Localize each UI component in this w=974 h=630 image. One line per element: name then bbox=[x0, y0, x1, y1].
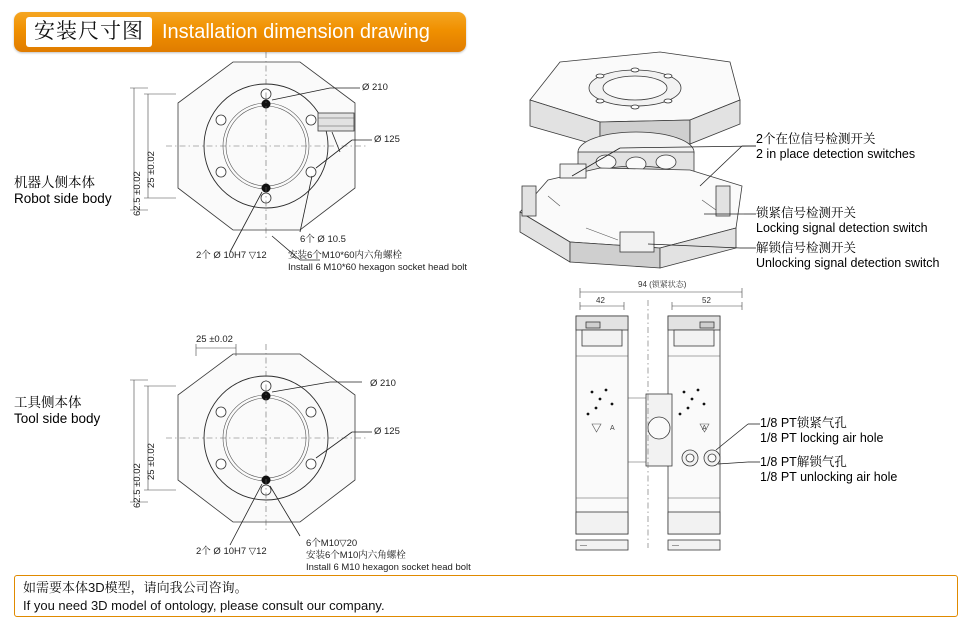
tool-dim-d210: Ø 210 bbox=[370, 378, 396, 389]
label-robot-side-body bbox=[14, 175, 112, 207]
title-banner bbox=[14, 12, 466, 52]
section-dim-left: 42 bbox=[596, 296, 605, 305]
tool-dim-2x10h7: 2个 Ø 10H7 ▽12 bbox=[196, 546, 267, 557]
annotation-unlocking-switch-cn: 解锁信号检测开关 bbox=[756, 241, 857, 255]
annotation-unlocking-switch bbox=[756, 241, 939, 271]
section-dim-right: 52 bbox=[702, 296, 711, 305]
robot-dim-vert-25: 25 ±0.02 bbox=[146, 151, 157, 188]
footer-note-en: If you need 3D model of ontology, please consult our company. bbox=[23, 598, 385, 613]
robot-dim-vert-625: 62.5 ±0.02 bbox=[132, 171, 143, 216]
footer-note-cn: 如需要本体3D模型，请向我公司咨询。 bbox=[23, 580, 248, 595]
annotation-locking-switch bbox=[756, 206, 928, 236]
label-robot-side-body-cn: 机器人侧本体 bbox=[14, 175, 95, 190]
section-overall-dim: 94 (锁紧状态) bbox=[638, 280, 687, 289]
robot-dim-2x10h7: 2个 Ø 10H7 ▽12 bbox=[196, 250, 267, 261]
annotation-locking-air-hole-cn: 1/8 PT锁紧气孔 bbox=[760, 416, 847, 430]
tool-dim-vert-25: 25 ±0.02 bbox=[146, 443, 157, 480]
robot-side-top-view bbox=[130, 52, 372, 260]
robot-bolt-note-en: Install 6 M10*60 hexagon socket head bolt bbox=[288, 262, 468, 273]
title-english: Installation dimension drawing bbox=[162, 20, 430, 43]
tool-dim-d125: Ø 125 bbox=[374, 426, 400, 437]
section-titleblock-right: — bbox=[672, 542, 679, 549]
title-chinese: 安装尺寸图 bbox=[26, 17, 152, 47]
tool-side-top-view bbox=[130, 344, 372, 545]
annotation-locking-switch-en: Locking signal detection switch bbox=[756, 221, 928, 235]
annotation-locking-switch-cn: 锁紧信号检测开关 bbox=[756, 206, 857, 220]
label-tool-side-body-en: Tool side body bbox=[14, 411, 101, 426]
annotation-locking-air-hole-en: 1/8 PT locking air hole bbox=[760, 431, 884, 445]
isometric-assembly-view bbox=[520, 52, 756, 268]
annotation-in-place-switches bbox=[756, 132, 915, 162]
annotation-in-place-switches-en: 2 in place detection switches bbox=[756, 147, 916, 161]
robot-dim-6x105: 6个 Ø 10.5 bbox=[300, 234, 346, 245]
annotation-unlocking-air-hole-cn: 1/8 PT解锁气孔 bbox=[760, 455, 847, 469]
robot-bolt-note-cn: 安装6个M10*60内六角螺栓 bbox=[288, 250, 403, 261]
annotation-unlocking-air-hole-en: 1/8 PT unlocking air hole bbox=[760, 470, 898, 484]
label-tool-side-body-cn: 工具侧本体 bbox=[14, 395, 82, 410]
annotation-unlocking-switch-en: Unlocking signal detection switch bbox=[756, 256, 940, 270]
section-corner-tag-left: A bbox=[610, 425, 615, 432]
section-front-view bbox=[576, 288, 760, 550]
label-robot-side-body-en: Robot side body bbox=[14, 191, 112, 206]
section-titleblock-left: — bbox=[580, 542, 587, 549]
robot-dim-d210: Ø 210 bbox=[362, 82, 388, 93]
annotation-locking-air-hole bbox=[760, 416, 883, 446]
tool-dim-top-25: 25 ±0.02 bbox=[196, 334, 233, 345]
tool-bolt-note-en: Install 6 M10 hexagon socket head bolt bbox=[306, 562, 471, 573]
annotation-unlocking-air-hole bbox=[760, 455, 897, 485]
robot-dim-d125: Ø 125 bbox=[374, 134, 400, 145]
annotation-in-place-switches-cn: 2个在位信号检测开关 bbox=[756, 132, 876, 146]
tool-thread-note: 6个M10▽20 bbox=[306, 538, 358, 549]
tool-bolt-note-cn: 安装6个M10内六角螺栓 bbox=[306, 550, 406, 561]
tool-dim-vert-625: 62.5 ±0.02 bbox=[132, 463, 143, 508]
label-tool-side-body bbox=[14, 395, 100, 427]
section-corner-tag-right: A bbox=[702, 425, 707, 432]
footer-note bbox=[14, 575, 958, 617]
